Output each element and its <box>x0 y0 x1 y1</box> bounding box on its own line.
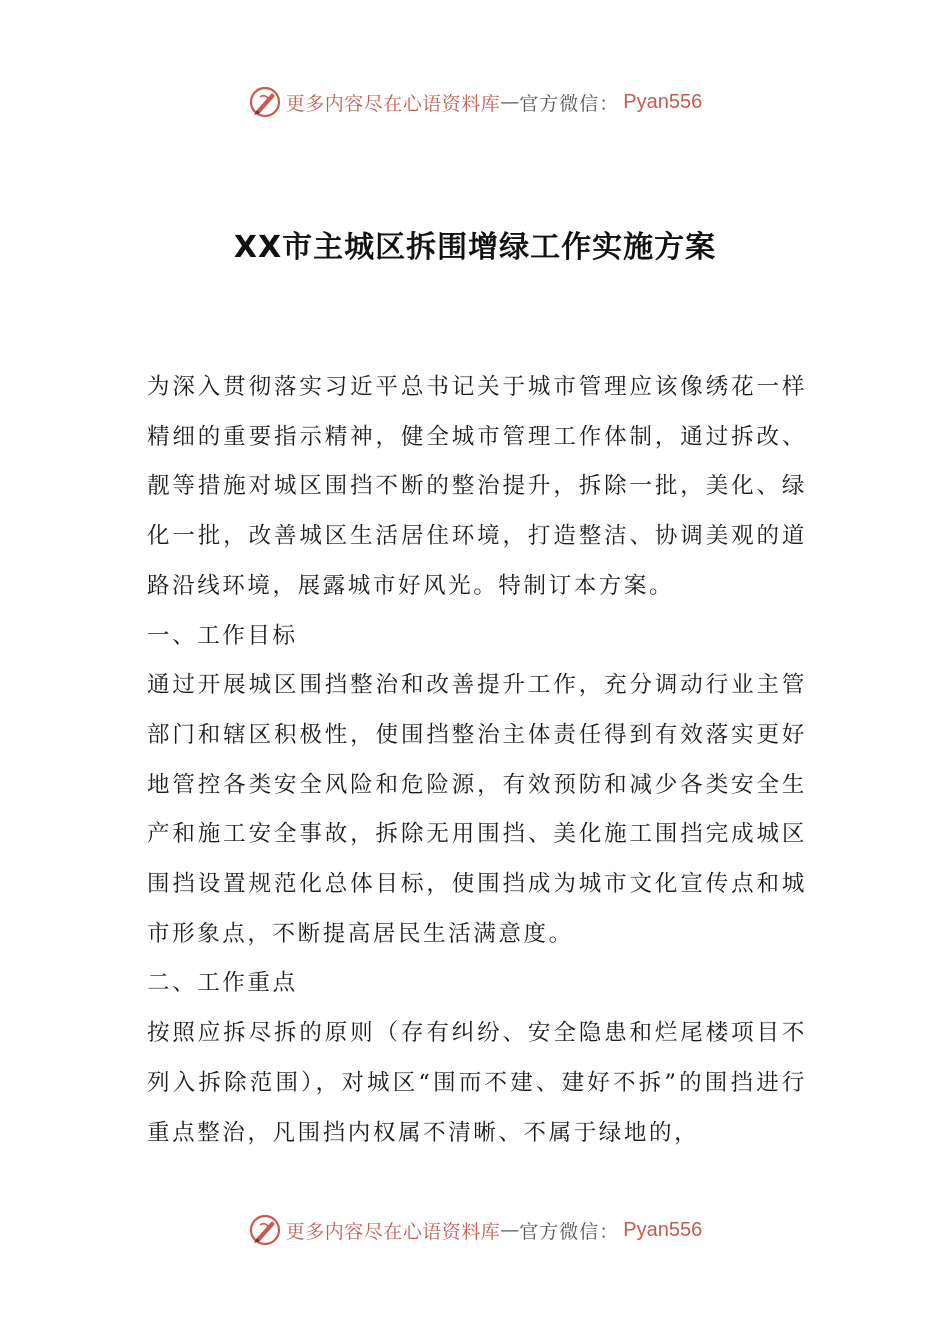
pen-logo-icon <box>248 1213 282 1247</box>
footer-watermark <box>0 1210 950 1250</box>
watermark-label: 官方微信： <box>519 1220 620 1243</box>
paragraph-goals: 通过开展城区围挡整治和改善提升工作，充分调动行业主管部门和辖区积极性，使围挡整治主体责任得到有效落实更好地管控各类安全风险和危险源，有效预防和减少各类安全生产和施工安全事故，拆除无用围挡、美化施工围挡完成城区围挡设置规范化总体目标，使围挡成为城市文化宣传点和城市形象点，不断提高居民生活满意度。 <box>147 672 807 947</box>
watermark-separator: — <box>500 91 520 113</box>
section-heading-focus: 二、工作重点 <box>147 970 298 997</box>
paragraph-intro: 为深入贯彻落实习近平总书记关于城市管理应该像绣花一样精细的重要指示精神，健全城市管理工作体制，通过拆改、靓等措施对城区围挡不断的整治提升，拆除一批，美化、绿化一批，改善城区生活居住环境，打造整洁、协调美观的道路沿线环境，展露城市好风光。特制订本方案。 <box>147 374 807 599</box>
section-heading-goals: 一、工作目标 <box>147 622 298 649</box>
watermark-text: 更多内容尽在心语资料库 <box>285 92 501 115</box>
paragraph-focus: 按照应拆尽拆的原则（存有纠纷、安全隐患和烂尾楼项目不列入拆除范围），对城区“围而不建、建好不拆”的围挡进行重点整治，凡围挡内权属不清晰、不属于绿地的， <box>147 1020 807 1146</box>
watermark-label: 官方微信： <box>519 92 620 115</box>
watermark-wechat-id: Pyan556 <box>623 90 703 113</box>
watermark-wechat-id: Pyan556 <box>623 1218 703 1241</box>
document-body <box>147 363 807 1158</box>
header-watermark <box>0 82 950 122</box>
pen-logo-icon <box>248 85 282 119</box>
document-title: XX市主城区拆围增绿工作实施方案 <box>233 230 717 265</box>
watermark-separator: — <box>500 1219 520 1241</box>
watermark-text: 更多内容尽在心语资料库 <box>285 1220 501 1243</box>
